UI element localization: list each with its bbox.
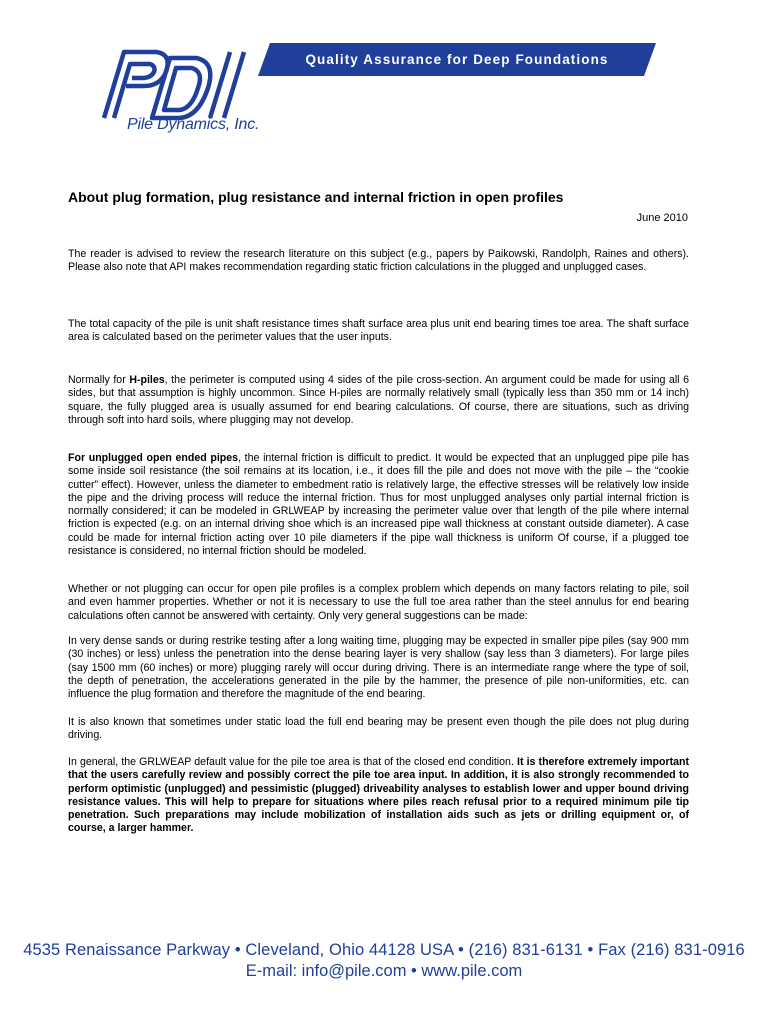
paragraph-6 bbox=[68, 635, 689, 701]
paragraph-6-text: In very dense sands or during restrike testing after a long waiting time, plugging may be expected in smaller pipe piles (say 900 mm (30 inches) or less) unless the penetration into the dense bearing layer is very shallow (say less than 3 diameters). For large piles (say 1500 mm (60 inches) or more) plugging rarely will occur during driving. There is an intermediate range where the type of soil, the depth of penetration, the accelerations generated in the pile by the hammer, the presence of pile non-uniformities, etc. can influence the plug formation and therefore the magnitude of the end bearing. bbox=[68, 635, 689, 701]
paragraph-3-rest: , the perimeter is computed using 4 sides of the pile cross-section. An argument could be made for using all 6 sides, but that assumption is highly uncommon. Since H-piles are normally relatively small (typically less than 350 mm or 14 inch) square, the fully plugged area is usually assumed for end bearing calculations. Of course, there are situations, such as driving through soft into hard soils, where plugging may not develop. bbox=[68, 374, 689, 426]
paragraph-1-text: The reader is advised to review the research literature on this subject (e.g., papers by Paikowski, Randolph, Raines and others). Please also note that API makes recommendation regarding static friction calculations in the plugged and unplugged cases. bbox=[68, 248, 689, 274]
page-title: About plug formation, plug resistance and internal friction in open profiles bbox=[68, 189, 564, 205]
paragraph-2-text: The total capacity of the pile is unit shaft resistance times shaft surface area plus unit end bearing times toe area. The shaft surface area is calculated based on the perimeter values that the user inputs. bbox=[68, 318, 689, 344]
header-banner bbox=[258, 43, 656, 76]
document-date: June 2010 bbox=[636, 212, 688, 224]
paragraph-3-bold: H-piles bbox=[129, 374, 165, 386]
footer-address: 4535 Renaissance Parkway • Cleveland, Ohio 44128 USA • (216) 831-6131 • Fax (216) 831-0916 bbox=[23, 941, 745, 959]
paragraph-8-bold: It is therefore extremely important that the users carefully review and possibly correct the pile toe area input. In addition, it is also strongly recommended to perform optimistic (unplugged) and pessimistic (plugged) driveability analyses to establish lower and upper bound driving resistance values. This will help to prepare for situations where piles reach refusal prior to a required minimum pile tip penetration. Such preparations may include mobilization of installation aids such as jets or drilling equipment or, of course, a larger hammer. bbox=[68, 756, 689, 835]
paragraph-4-bold: For unplugged open ended pipes bbox=[68, 452, 239, 464]
paragraph-4 bbox=[68, 452, 689, 558]
paragraph-1 bbox=[68, 248, 689, 275]
banner-text: Quality Assurance for Deep Foundations bbox=[305, 52, 609, 67]
paragraph-3-prefix: Normally for bbox=[68, 374, 130, 386]
paragraph-5 bbox=[68, 583, 689, 623]
paragraph-2 bbox=[68, 318, 689, 345]
company-name: Pile Dynamics, Inc. bbox=[127, 116, 260, 133]
paragraph-3 bbox=[68, 374, 689, 427]
paragraph-5-text: Whether or not plugging can occur for open pile profiles is a complex problem which depends on many factors relating to pile, soil and even hammer properties. Whether or not it is necessary to use the full toe area rather than the steel annulus for end bearing calculations often cannot be answered with certainty. Only very general suggestions can be made: bbox=[68, 583, 689, 622]
paragraph-7 bbox=[68, 716, 689, 743]
footer-contact: E-mail: info@pile.com • www.pile.com bbox=[245, 962, 523, 980]
paragraph-8 bbox=[68, 756, 689, 836]
paragraph-8-prefix: In general, the GRLWEAP default value for the pile toe area is that of the closed end condition. bbox=[68, 756, 518, 768]
paragraph-4-rest: , the internal friction is difficult to predict. It would be expected that an unplugged pipe pile has some inside soil resistance (the soil remains at its location, i.e., it does fill the pile and does not move with the pile – the “cookie cutter” effect). However, unless the diameter to embedment ratio is relatively large, the effective stresses will be relatively low inside the pipe and the driving process will reduce the internal friction. Thus for most unplugged analyses only partial internal friction is normally considered; it can be modeled in GRLWEAP by increasing the perimeter value over that length of the pile where internal friction is expected (e.g. on an internal driving shoe which is an increased pipe wall thickness at constant outside diameter). A case could be made for internal friction acting over 10 pile diameters if the pipe wall thickness is uniform Of course, if a plugged toe resistance is considered, no internal friction should be modeled. bbox=[68, 452, 689, 558]
paragraph-7-text: It is also known that sometimes under static load the full end bearing may be present even though the pile does not plug during driving. bbox=[68, 716, 689, 742]
